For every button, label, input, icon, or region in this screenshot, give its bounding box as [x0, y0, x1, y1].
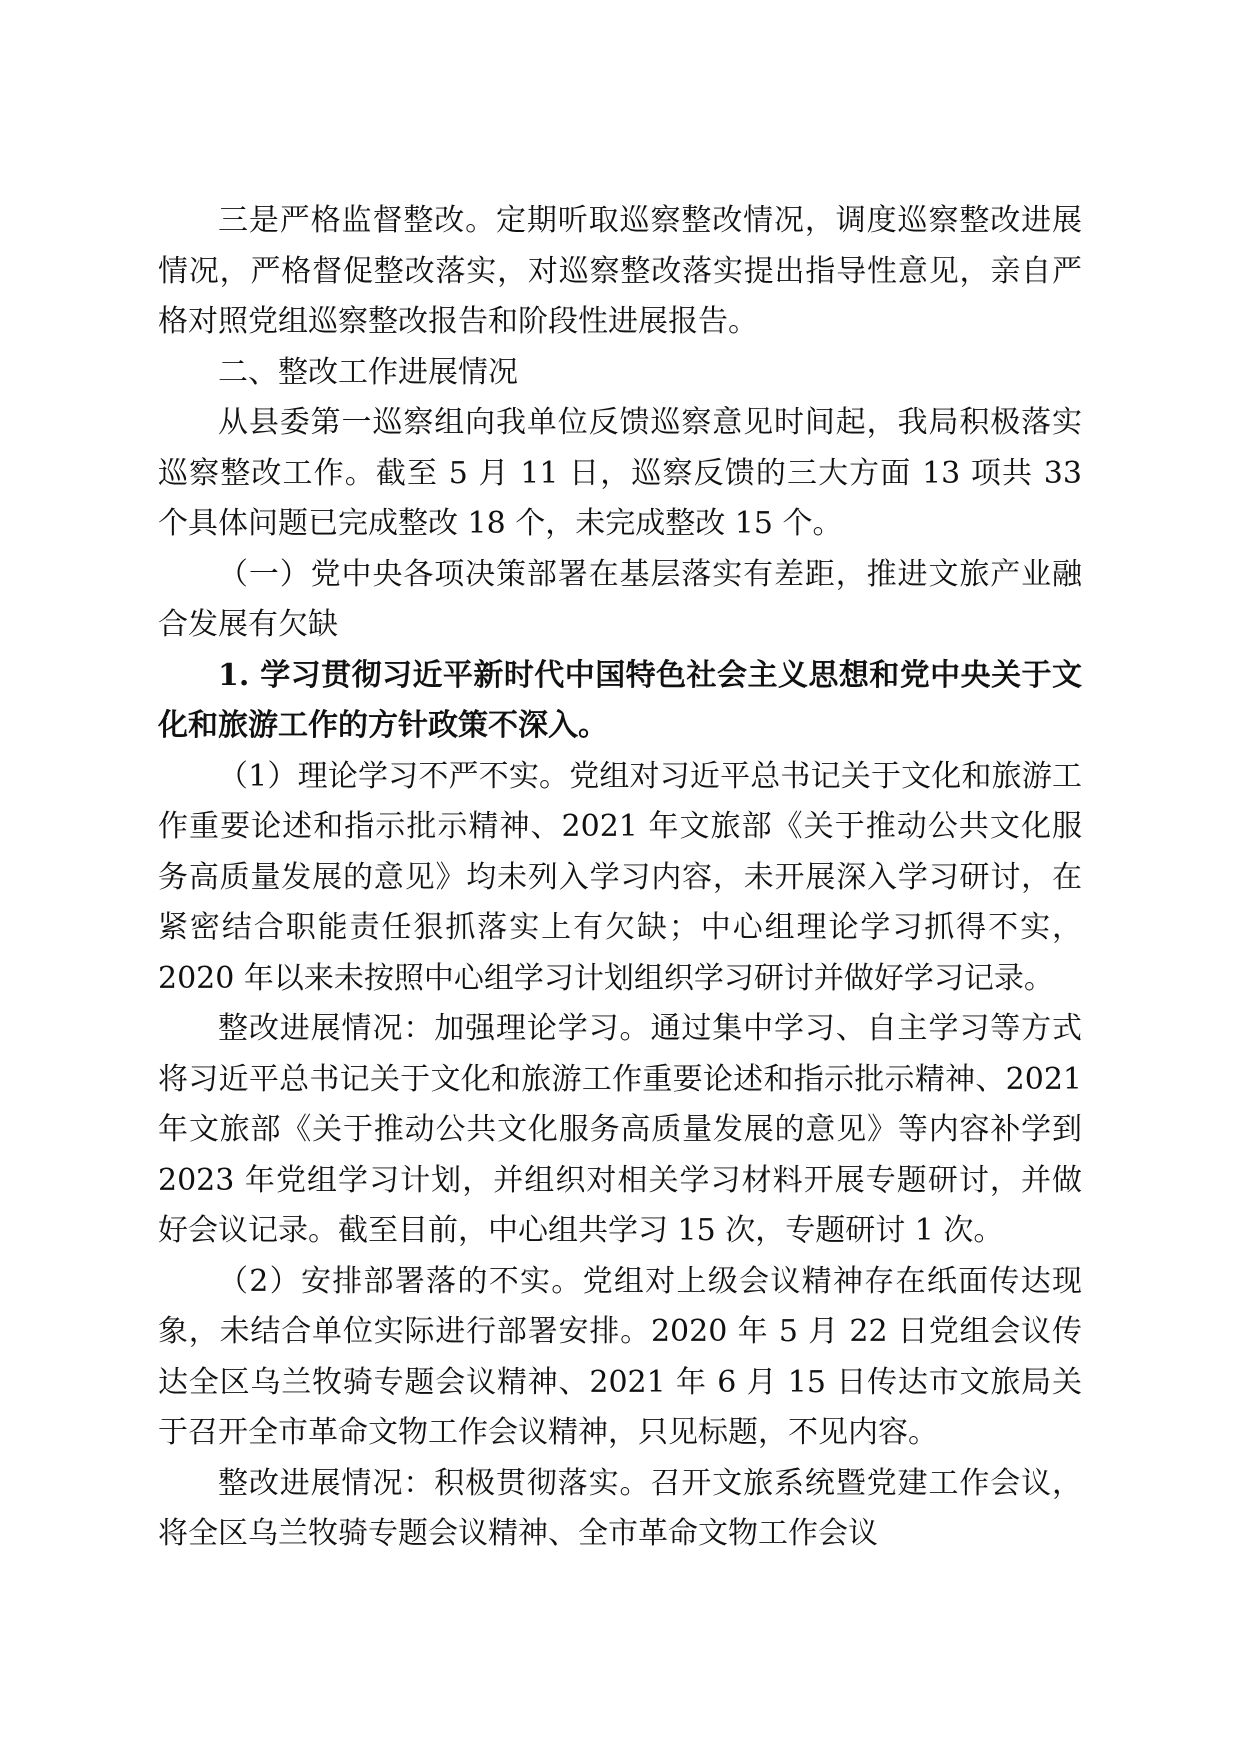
paragraph-issue-1: （1）理论学习不严不实。党组对习近平总书记关于文化和旅游工作重要论述和指示批示精神、2021 年文旅部《关于推动公共文化服务高质量发展的意见》均未列入学习内容，未开展深入学习研讨，在紧密结合职能责任狠抓落实上有欠缺；中心组理论学习抓得不实，2020 年以来未按照中心组学习计划组织学习研讨并做好学习记录。: [158, 758, 1082, 996]
paragraph-issue-2: （2）安排部署落的不实。党组对上级会议精神存在纸面传达现象，未结合单位实际进行部署安排。2020 年 5 月 22 日党组会议传达全区乌兰牧骑专题会议精神、2021 年 6 月 15 日传达市文旅局关于召开全市革命文物工作会议精神，只见标题，不见内容。: [158, 1263, 1082, 1450]
paragraph-progress-2: 整改进展情况：积极贯彻落实。召开文旅系统暨党建工作会议，将全区乌兰牧骑专题会议精神、全市革命文物工作会议: [158, 1465, 1082, 1551]
paragraph-progress-1: 整改进展情况：加强理论学习。通过集中学习、自主学习等方式将习近平总书记关于文化和旅游工作重要论述和指示批示精神、2021 年文旅部《关于推动公共文化服务高质量发展的意见》等内容补学到 2023 年党组学习计划，并组织对相关学习材料开展专题研讨，并做好会议记录。截至目前，中心组共学习 15 次，专题研讨 1 次。: [158, 1011, 1082, 1248]
paragraph-overview: 从县委第一巡察组向我单位反馈巡察意见时间起，我局积极落实巡察整改工作。截至 5 月 11 日，巡察反馈的三大方面 13 项共 33 个具体问题已完成整改 18 个，未完成整改 15 个。: [158, 405, 1082, 541]
paragraph-supervision: 三是严格监督整改。定期听取巡察整改情况，调度巡察整改进展情况，严格督促整改落实，对巡察整改落实提出指导性意见，亲自严格对照党组巡察整改报告和阶段性进展报告。: [158, 203, 1082, 339]
section-heading-progress: 二、整改工作进展情况: [218, 354, 518, 390]
subsection-heading-1: （一）党中央各项决策部署在基层落实有差距，推进文旅产业融合发展有欠缺: [158, 556, 1082, 642]
item-heading-1: 1. 学习贯彻习近平新时代中国特色社会主义思想和党中央关于文化和旅游工作的方针政策不深入。: [158, 657, 1082, 743]
document-page: [158, 196, 1082, 1560]
